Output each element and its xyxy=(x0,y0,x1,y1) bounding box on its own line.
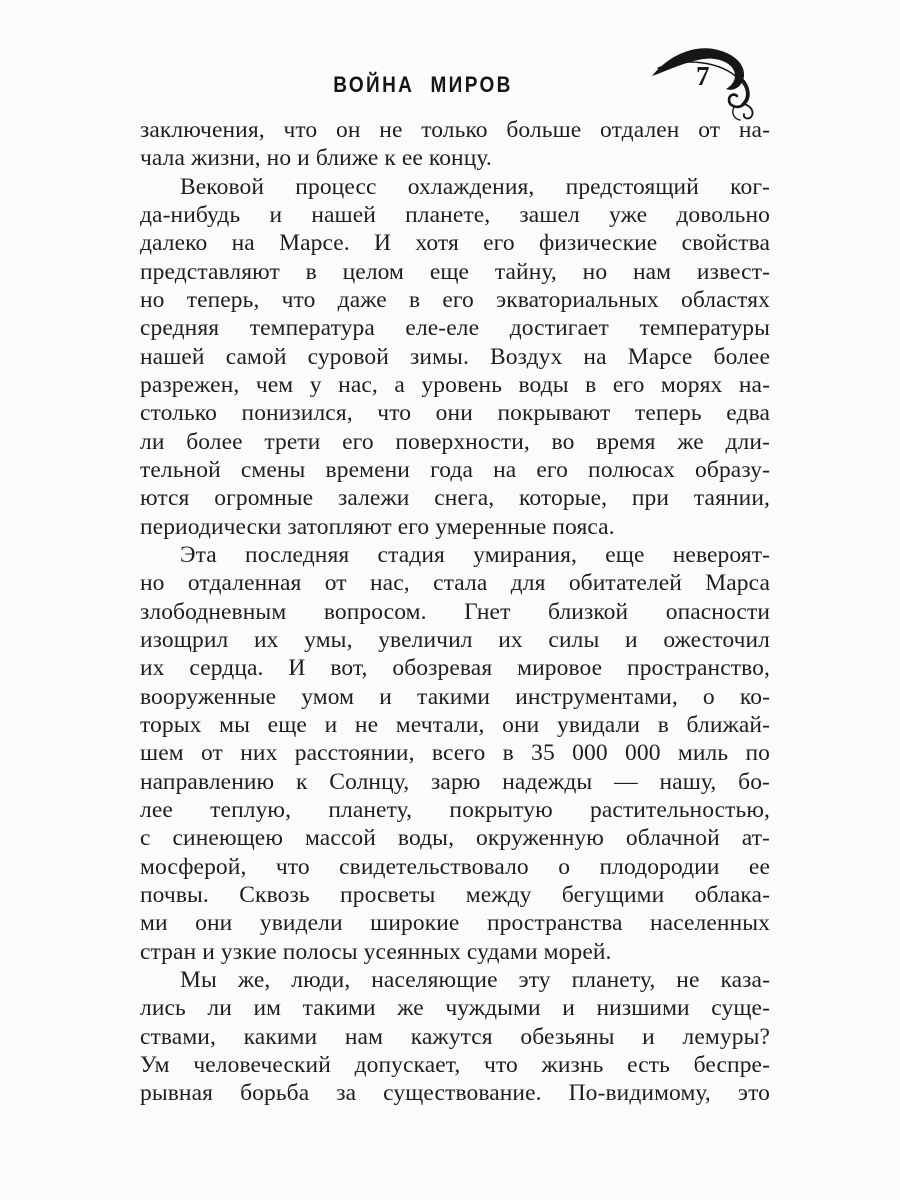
page-text xyxy=(140,116,770,1107)
text-line: периодически затопляют его умеренные пояса. xyxy=(140,513,615,540)
text-line: Вековой процесс охлаждения, предстоящий ког- xyxy=(180,173,770,200)
text-line: Эта последняя стадия умирания, еще невероят- xyxy=(180,541,770,568)
text-line: их сердца. И вот, обозревая мировое пространство, xyxy=(140,655,770,682)
page-number: 7 xyxy=(696,61,710,91)
text-line: вооруженные умом и такими инструментами, о ко- xyxy=(140,683,770,710)
text-line: ются огромные залежи снега, которые, при таянии, xyxy=(140,485,770,512)
text-line: шем от них расстоянии, всего в 35 000 000 миль по xyxy=(140,740,770,767)
text-line: направлению к Солнцу, зарю надежды — нашу, бо- xyxy=(140,768,770,795)
text-line: Ум человеческий допускает, что жизнь есть беспре- xyxy=(140,1051,770,1078)
text-line: средняя температура еле-еле достигает температуры xyxy=(140,315,770,342)
text-line: далеко на Марсе. И хотя его физические свойства xyxy=(140,230,770,257)
text-line: тельной смены времени года на его полюсах образу- xyxy=(140,456,770,483)
text-line: столько понизился, что они покрывают теперь едва xyxy=(140,400,770,427)
text-line: но теперь, что даже в его экваториальных областях xyxy=(140,286,770,313)
text-line: ми они увидели широкие пространства населенных xyxy=(140,910,770,937)
text-line: почвы. Сквозь просветы между бегущими облака- xyxy=(140,881,770,908)
text-line: ствами, какими нам кажутся обезьяны и лемуры? xyxy=(140,1023,770,1050)
text-line: чала жизни, но и ближе к ее концу. xyxy=(140,145,492,172)
text-line: Мы же, люди, населяющие эту планету, не каза- xyxy=(180,966,770,993)
text-line: с синеющею массой воды, окруженную облачной ат- xyxy=(140,825,770,852)
text-line: рывная борьба за существование. По-видимому, это xyxy=(140,1080,770,1107)
text-line: торых мы еще и не мечтали, они увидали в ближай- xyxy=(140,711,770,738)
text-line: представляют в целом еще тайну, но нам извест- xyxy=(140,258,770,285)
text-line: лее теплую, планету, покрытую растительностью, xyxy=(140,796,770,823)
text-line: заключения, что он не только больше отдален от на- xyxy=(140,117,770,143)
text-line: разрежен, чем у нас, а уровень воды в его морях на- xyxy=(140,371,770,398)
text-line: лись ли им такими же чуждыми и низшими суще- xyxy=(140,995,770,1022)
text-line: изощрил их умы, увеличил их силы и ожесточил xyxy=(140,626,770,653)
text-line: мосферой, что свидетельствовало о плодородии ее xyxy=(140,853,770,880)
running-title: ВОЙНА МИРОВ xyxy=(333,73,513,98)
text-line: ли более трети его поверхности, во время же дли- xyxy=(140,428,770,455)
text-line: стран и узкие полосы усеянных судами морей. xyxy=(140,938,612,965)
text-line: но отдаленная от нас, стала для обитателей Марса xyxy=(140,570,770,597)
text-line: злободневным вопросом. Гнет близкой опасности xyxy=(140,598,770,625)
text-line: нашей самой суровой зимы. Воздух на Марсе более xyxy=(140,343,770,370)
text-line: да-нибудь и нашей планете, зашел уже довольно xyxy=(140,201,770,228)
